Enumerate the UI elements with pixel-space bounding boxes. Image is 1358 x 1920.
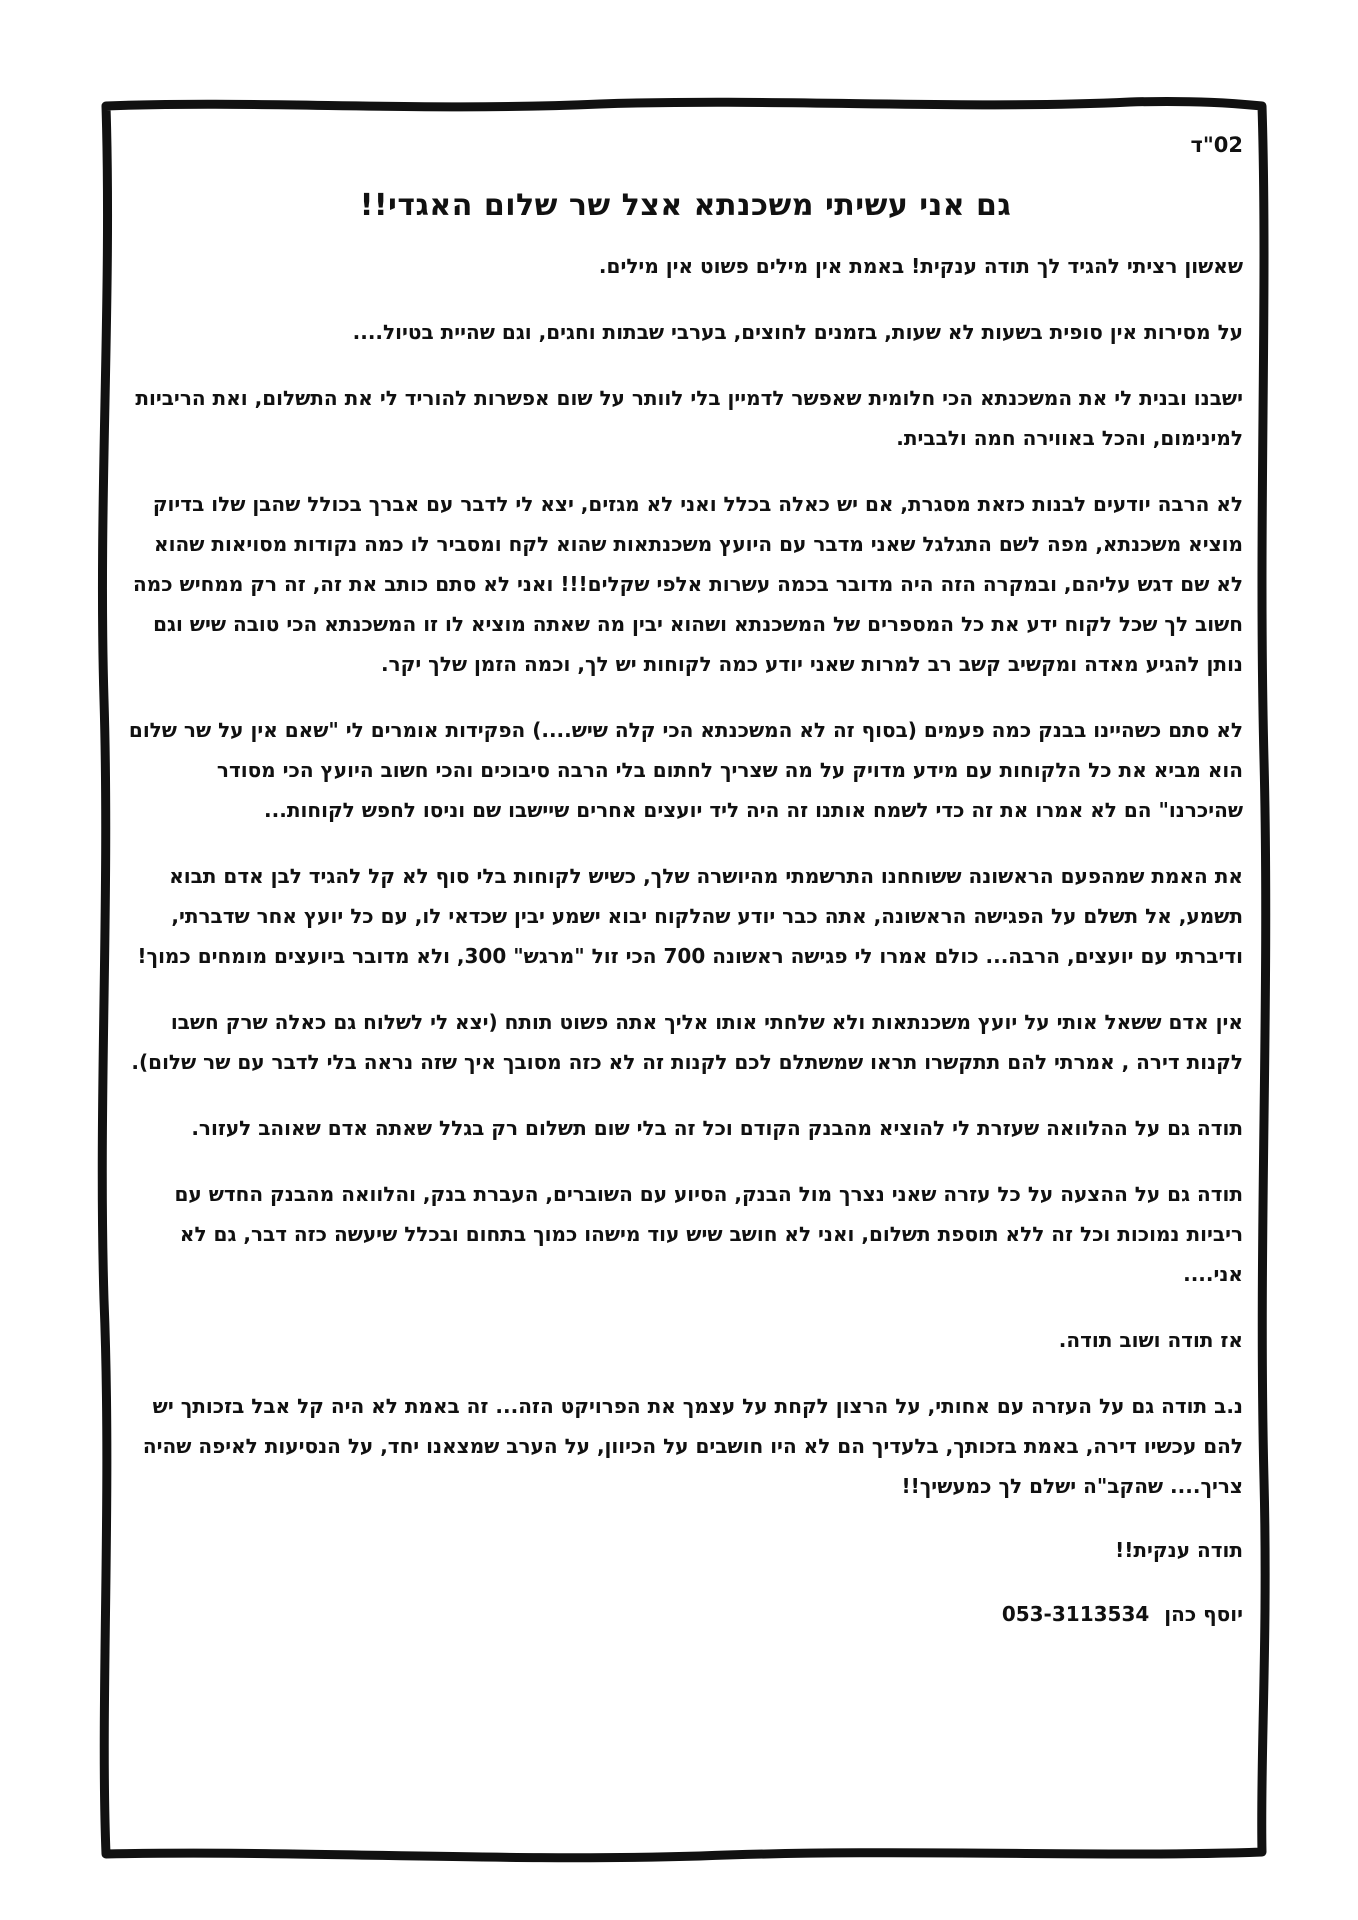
letter-signoff: תודה ענקית!!: [1115, 1538, 1243, 1562]
letter-paragraph-8: תודה גם על ההלוואה שעזרת לי להוציא מהבנק הקודם וכל זה בלי שום תשלום רק בגלל שאתה אדם שאוהב לעזור.: [191, 1116, 1243, 1140]
letter-paragraph-11: נ.ב תודה גם על העזרה עם אחותי, על הרצון לקחת על עצמך את הפרויקט הזה... זה באמת לא היה קל אבל בזכותך יש להם עכשיו דירה, באמת בזכותך, בלעדיך הם לא היו חושבים על הכיוון, על הערב שמצאנו יחד, על הנסיעות לאיפה שהיה צריך.... שהקב"ה ישלם לך כמעשיך!!: [142, 1394, 1243, 1498]
letter-paragraph-6: את האמת שמהפעם הראשונה ששוחחנו התרשמתי מהיושרה שלך, כשיש לקוחות בלי סוף לא קל להגיד לבן אדם תבוא תשמע, אל תשלם על הפגישה הראשונה, אתה כבר יודע שהלקוח יבוא ישמע יבין שכדאי לו, עם כל יועץ אחר שדברתי, ודיברתי עם יועצים, הרבה... כולם אמרו לי פגישה ראשונה 700 הכי זול "מרגש" 300, ולא מדובר ביועצים מומחים כמוך!: [137, 864, 1243, 968]
letter-body: [128, 130, 1243, 1790]
signature-name: יוסף כהן: [1164, 1602, 1243, 1626]
letter-signature: [128, 1596, 1243, 1632]
letter-paragraph-9: תודה גם על ההצעה על כל עזרה שאני נצרך מול הבנק, הסיוע עם השוברים, העברת בנק, והלוואה מהבנק החדש עם ריביות נמוכות וכל זה ללא תוספת תשלום, ואני לא חושב שיש עוד מישהו כמוך בתחום ובכלל שיעשה כזה דבר, גם לא אני....: [174, 1182, 1243, 1286]
letter-title: גם אני עשיתי משכנתא אצל שר שלום האגדי!!: [359, 188, 1012, 223]
letter-paragraph-3: ישבנו ובנית לי את המשכנתא הכי חלומית שאפשר לדמיין בלי לוותר על שום אפשרות להוריד לי את התשלום, ואת הריביות למינימום, והכל באווירה חמה ולבבית.: [135, 386, 1243, 450]
letter-date: 02"ד: [1190, 133, 1243, 157]
letter-paragraph-10: אז תודה ושוב תודה.: [1058, 1328, 1243, 1352]
letter-paragraph-1: שאשון רציתי להגיד לך תודה ענקית! באמת אין מילים פשוט אין מילים.: [598, 254, 1243, 278]
letter-paragraph-4: לא הרבה יודעים לבנות כזאת מסגרת, אם יש כאלה בכלל ואני לא מגזים, יצא לי לדבר עם אברך בכולל שהבן שלו בדיוק מוציא משכנתא, מפה לשם התגלגל שאני מדבר עם היועץ משכנתאות שהוא לקח ומסביר לו כמה נקודות מסויאות שהוא לא שם דגש עליהם, ובמקרה הזה היה מדובר בכמה עשרות אלפי שקלים!!! ואני לא סתם כותב את זה, זה רק ממחיש כמה חשוב לך שכל לקוח ידע את כל המספרים של המשכנתא ושהוא יבין מה שאתה מוציא לו זו המשכנתא הכי טובה שיש וגם נותן להגיע מאדה ומקשיב קשב רב למרות שאני יודע כמה לקוחות יש לך, וכמה הזמן שלך יקר.: [133, 492, 1243, 676]
letter-paragraph-2: על מסירות אין סופית בשעות לא שעות, בזמנים לחוצים, בערבי שבתות וחגים, וגם שהיית בטיול....: [352, 320, 1243, 344]
signature-phone: 053-3113534: [1001, 1602, 1150, 1626]
letter-paragraph-5: לא סתם כשהיינו בבנק כמה פעמים (בסוף זה לא המשכנתא הכי קלה שיש....) הפקידות אומרים לי "שאם אין על שר שלום הוא מביא את כל הלקוחות עם מידע מדויק על מה שצריך לחתום בלי הרבה סיבוכים והכי חשוב היועץ הכי מסודר שהיכרנו" הם לא אמרו את זה כדי לשמח אותנו זה היה ליד יועצים אחרים שיישבו שם וניסו לחפש לקוחות...: [128, 718, 1243, 822]
letter-paragraph-7: אין אדם ששאל אותי על יועץ משכנתאות ולא שלחתי אותו אליך אתה פשוט תותח (יצא לי לשלוח גם כאלה שרק חשבו לקנות דירה , אמרתי להם תתקשרו תראו שמשתלם לכם לקנות זה לא כזה מסובך איך שזה נראה בלי לדבר עם שר שלום).: [131, 1010, 1243, 1074]
